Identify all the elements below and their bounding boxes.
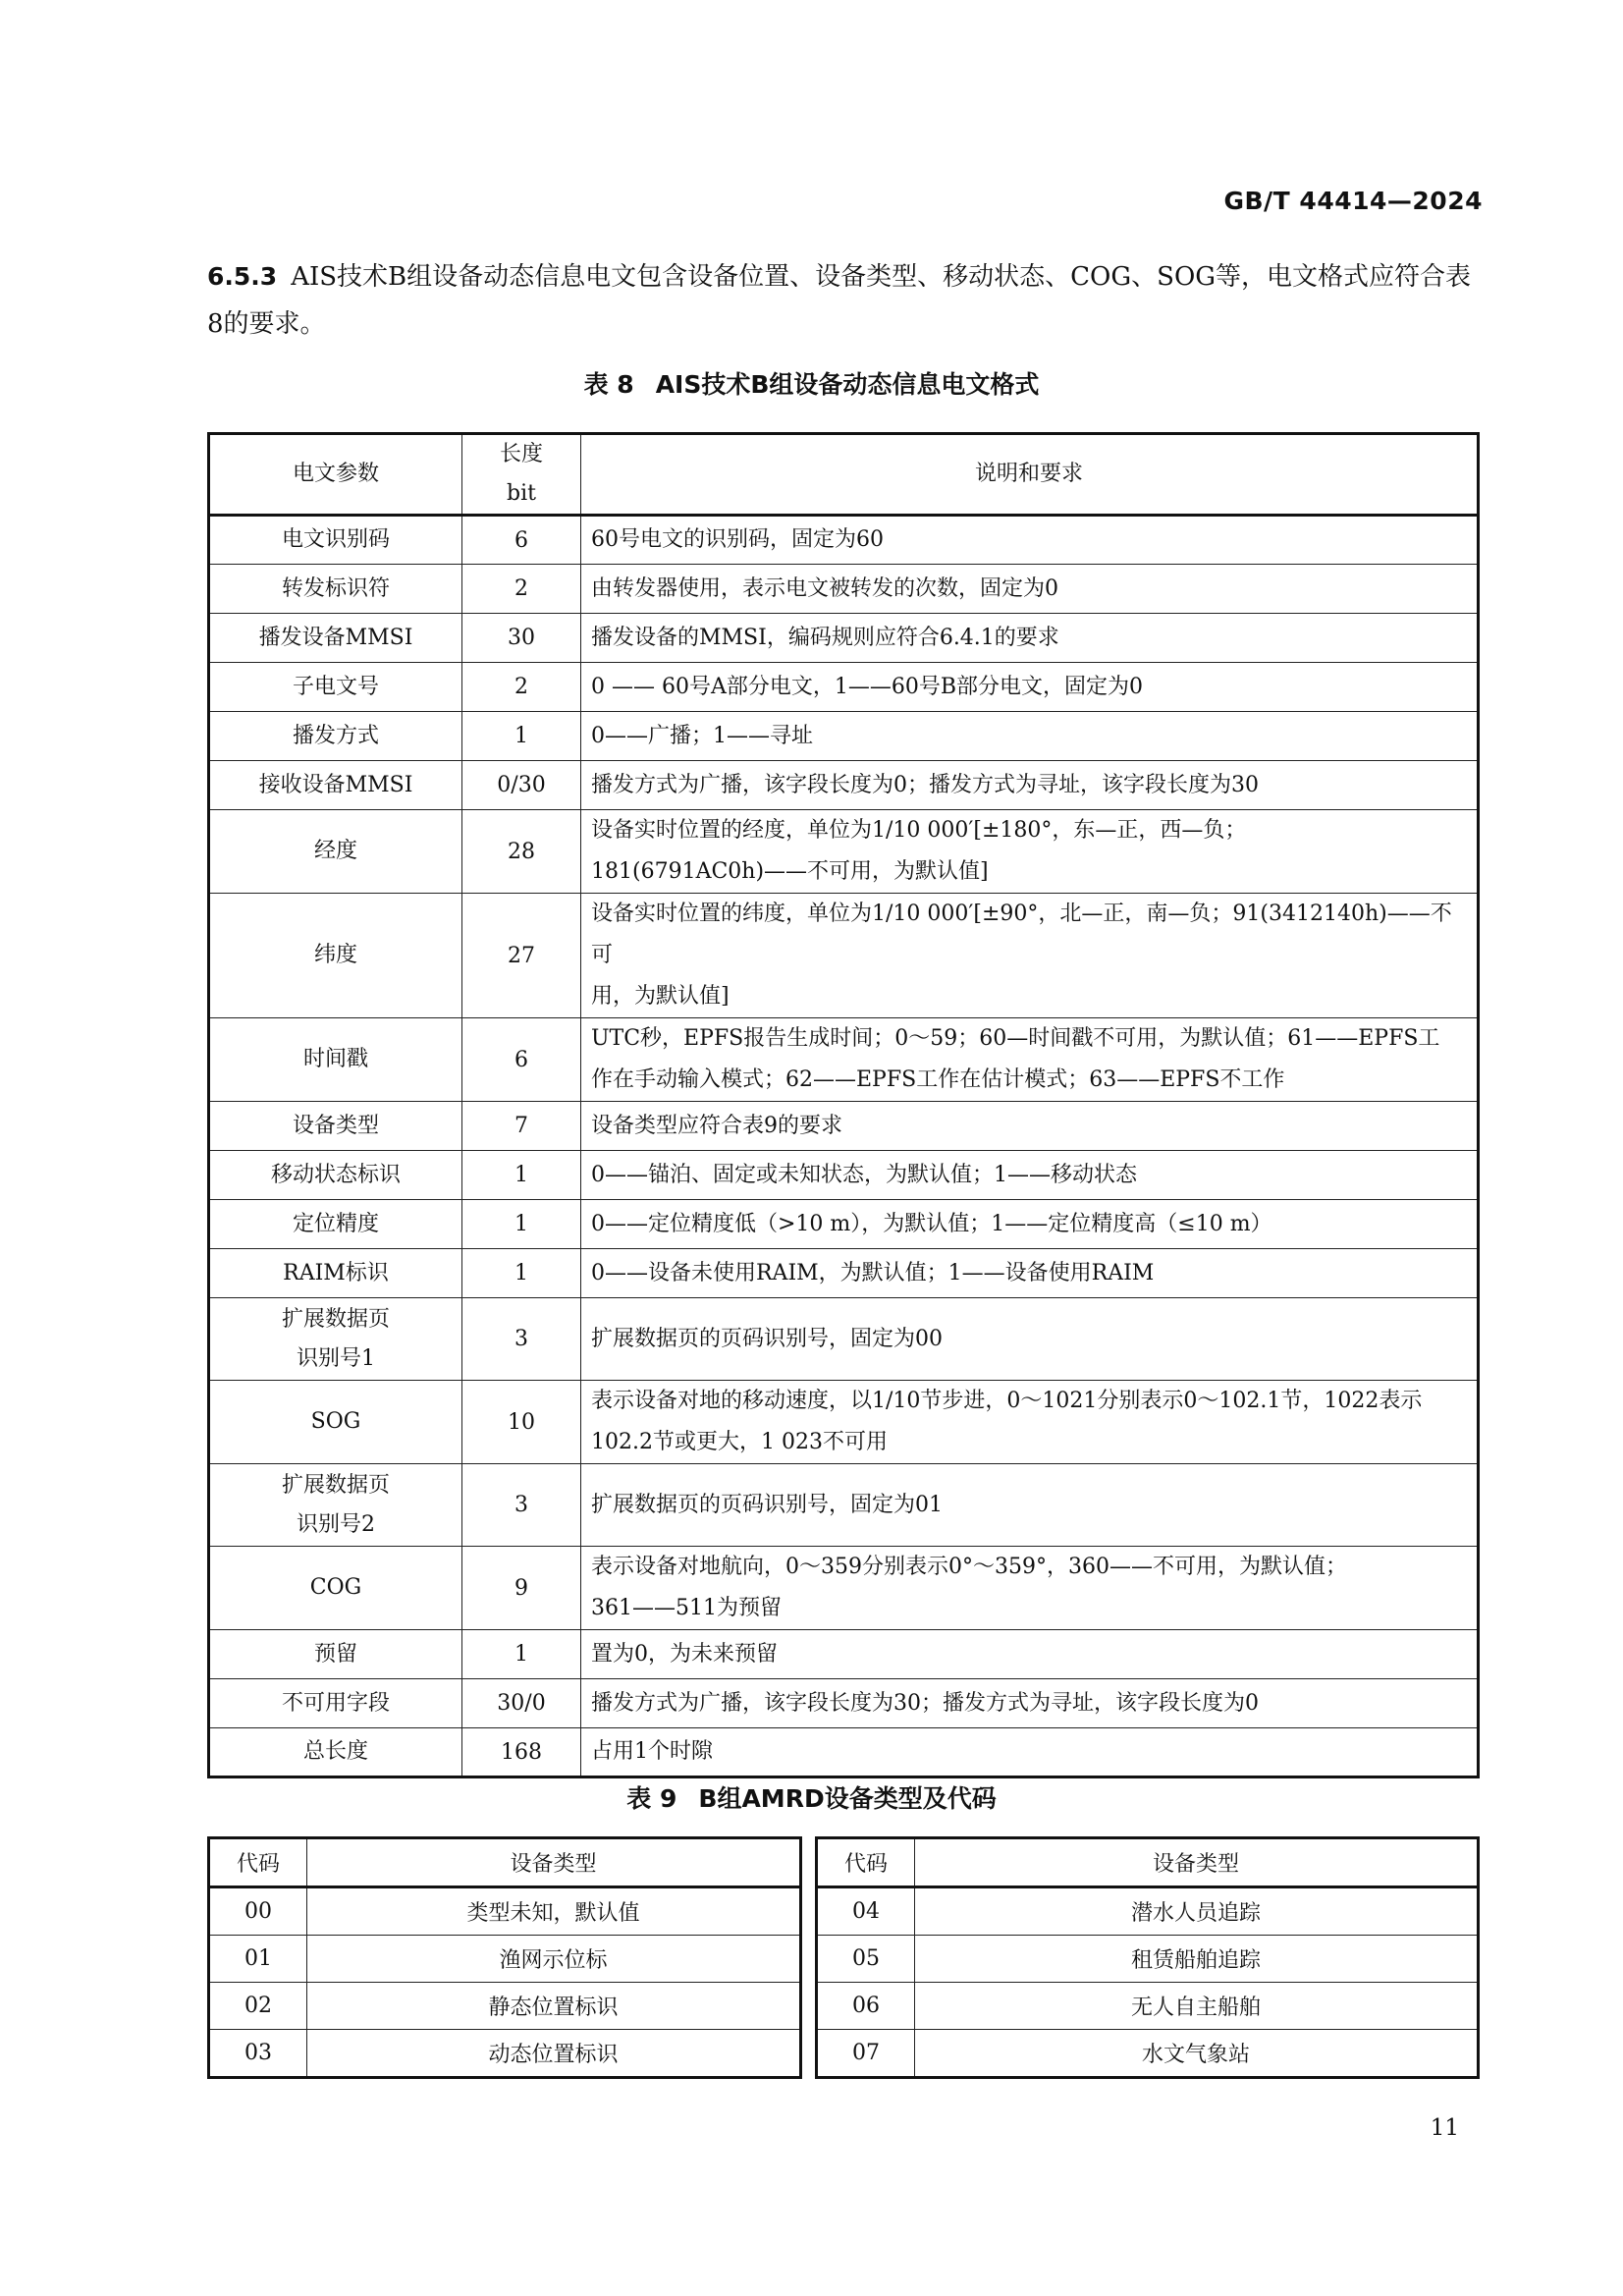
table8-cell-param: 纬度 [209,894,462,1018]
table8-number: 表 8 [583,370,634,399]
table8-cell-length: 2 [462,565,581,614]
table9-row [209,2030,801,2078]
table8-cell-length: 1 [462,1151,581,1200]
table8-cell-length: 6 [462,516,581,565]
table9-cell-type: 类型未知，默认值 [307,1887,801,1936]
table8-desc-line: 0 —— 60号A部分电文，1——60号B部分电文，固定为0 [591,674,1144,699]
table8-cell-param: 预留 [209,1630,462,1679]
table8-cell-desc [581,1018,1479,1102]
table8-cell-desc [581,1381,1479,1464]
table8-row [209,1679,1479,1728]
table9-caption [0,1779,1623,1815]
table9-cell-code: 01 [209,1936,307,1983]
table8-cell-length: 30/0 [462,1679,581,1728]
table8-cell-param: 播发方式 [209,712,462,761]
table8-cell-param: 扩展数据页 识别号2 [209,1464,462,1547]
table8-cell-desc [581,565,1479,614]
table9-cell-type: 动态位置标识 [307,2030,801,2078]
table9-right-header-code: 代码 [817,1838,915,1887]
table8-desc-line: 设备类型应符合表9的要求 [591,1113,842,1138]
table8-row [209,1630,1479,1679]
table8-cell-param: 扩展数据页 识别号1 [209,1298,462,1381]
table8-desc-line: 60号电文的识别码，固定为60 [591,527,884,552]
table8-desc-line: UTC秒，EPFS报告生成时间；0～59；60—时间戳不可用，为默认值；61——EPFS工 [591,1026,1440,1051]
table9-cell-type: 无人自主船舶 [915,1983,1479,2030]
table8-desc-line: 置为0，为未来预留 [591,1641,778,1667]
table8-row [209,1200,1479,1249]
table9-left-header-code: 代码 [209,1838,307,1887]
table8-cell-desc [581,1679,1479,1728]
table9-right [815,1836,1480,2079]
table8-desc-line: 0——广播；1——寻址 [591,723,813,748]
table8-cell-length: 1 [462,1200,581,1249]
table8-cell-param: 定位精度 [209,1200,462,1249]
table9-row [817,1936,1479,1983]
table8-row [209,565,1479,614]
standard-number: GB/T 44414—2024 [1223,187,1483,215]
table8-row [209,1547,1479,1630]
table9-title: B组AMRD设备类型及代码 [698,1784,997,1813]
table9-number: 表 9 [626,1784,677,1813]
table8-row [209,1151,1479,1200]
table8-cell-length: 168 [462,1728,581,1777]
table8-row [209,1464,1479,1547]
table8-cell-desc [581,1464,1479,1547]
table9-cell-type: 静态位置标识 [307,1983,801,2030]
table9-cell-type: 水文气象站 [915,2030,1479,2078]
table8-desc-line: 设备实时位置的经度，单位为1/10 000′[±180°，东—正，西—负； [591,818,1247,843]
table8-header-length-unit: bit [507,481,536,506]
table8-desc-line: 361——511为预留 [591,1596,782,1620]
table9-row [209,1936,801,1983]
table9-row [817,1887,1479,1936]
table9-right-body [817,1887,1479,2078]
table8-cell-param: 接收设备MMSI [209,761,462,810]
table8-cell-desc [581,1298,1479,1381]
table8-cell-length: 0/30 [462,761,581,810]
table8-cell-param: 转发标识符 [209,565,462,614]
table9-cell-code: 00 [209,1887,307,1936]
table8-header-length [462,434,581,516]
table8-desc-line: 播发设备的MMSI，编码规则应符合6.4.1的要求 [591,625,1059,650]
table9-right-header-type: 设备类型 [915,1838,1479,1887]
table8-row [209,1249,1479,1298]
table8-desc-line: 播发方式为广播，该字段长度为30；播发方式为寻址，该字段长度为0 [591,1690,1259,1716]
table8-cell-length: 3 [462,1298,581,1381]
table8-desc-line: 由转发器使用，表示电文被转发的次数，固定为0 [591,575,1058,601]
table8-cell-desc [581,1102,1479,1151]
table8-row [209,712,1479,761]
table9-cell-code: 05 [817,1936,915,1983]
table8-cell-desc [581,894,1479,1018]
table8-desc-line: 0——设备未使用RAIM，为默认值；1——设备使用RAIM [591,1260,1155,1285]
table8-row [209,1728,1479,1777]
table8 [207,432,1480,1778]
table9-cell-type: 租赁船舶追踪 [915,1936,1479,1983]
table8-cell-length: 7 [462,1102,581,1151]
table8-desc-line: 扩展数据页的页码识别号，固定为01 [591,1492,943,1517]
table8-desc-line: 表示设备对地的移动速度，以1/10节步进，0～1021分别表示0～102.1节，1022表示 [591,1389,1423,1413]
table8-row [209,614,1479,663]
table8-desc-line: 181(6791AC0h)——不可用，为默认值] [591,859,989,884]
clause-number: 6.5.3 [207,262,278,291]
table8-cell-length: 1 [462,712,581,761]
table8-cell-length: 1 [462,1630,581,1679]
table8-cell-length: 28 [462,810,581,894]
table8-header-param: 电文参数 [209,434,462,516]
table9-row [817,2030,1479,2078]
table8-cell-length: 2 [462,663,581,712]
table8-cell-desc [581,761,1479,810]
page-number: 11 [1430,2115,1459,2141]
table8-row [209,1381,1479,1464]
table9-cell-code: 07 [817,2030,915,2078]
table8-cell-param: 时间戳 [209,1018,462,1102]
table8-desc-line: 占用1个时隙 [591,1739,713,1764]
table8-desc-line: 0——锚泊、固定或未知状态，为默认值；1——移动状态 [591,1162,1137,1187]
table8-cell-desc [581,1728,1479,1777]
table8-cell-param: 播发设备MMSI [209,614,462,663]
table9-cell-code: 06 [817,1983,915,2030]
table8-cell-desc [581,712,1479,761]
table8-row [209,1298,1479,1381]
clause-text: AIS技术B组设备动态信息电文包含设备位置、设备类型、移动状态、COG、SOG等，电文格式应符合表8的要求。 [207,262,1472,339]
table9-left-body [209,1887,801,2078]
table8-cell-param: COG [209,1547,462,1630]
table8-cell-length: 9 [462,1547,581,1630]
table8-cell-desc [581,1630,1479,1679]
table8-desc-line: 用，为默认值] [591,984,730,1009]
table8-title: AIS技术B组设备动态信息电文格式 [655,370,1040,399]
table8-cell-length: 30 [462,614,581,663]
table8-cell-length: 27 [462,894,581,1018]
table8-desc-line: 表示设备对地航向，0～359分别表示0°～359°，360——不可用，为默认值； [591,1555,1347,1579]
table8-cell-length: 10 [462,1381,581,1464]
table9-cell-type: 潜水人员追踪 [915,1887,1479,1936]
table8-desc-line: 作在手动输入模式；62——EPFS工作在估计模式；63——EPFS不工作 [591,1067,1285,1092]
table8-cell-length: 1 [462,1249,581,1298]
table8-cell-param: 设备类型 [209,1102,462,1151]
table8-row [209,1018,1479,1102]
table8-row [209,1102,1479,1151]
table8-cell-param: 总长度 [209,1728,462,1777]
table8-desc-line: 播发方式为广播，该字段长度为0；播发方式为寻址，该字段长度为30 [591,772,1259,797]
table8-cell-desc [581,516,1479,565]
table8-desc-line: 设备实时位置的纬度，单位为1/10 000′[±90°，北—正，南—负；91(3412140h)——不可 [591,902,1452,967]
table8-row [209,516,1479,565]
table9-row [209,1887,801,1936]
table8-desc-line: 0——定位精度低（>10 m），为默认值；1——定位精度高（≤10 m） [591,1211,1272,1236]
table8-cell-desc [581,1249,1479,1298]
table8-cell-param: 电文识别码 [209,516,462,565]
table9-cell-code: 04 [817,1887,915,1936]
table8-row [209,894,1479,1018]
table9-row [817,1983,1479,2030]
table9-cell-code: 02 [209,1983,307,2030]
table9-cell-type: 渔网示位标 [307,1936,801,1983]
table8-cell-desc [581,1200,1479,1249]
table8-desc-line: 扩展数据页的页码识别号，固定为00 [591,1326,943,1351]
table8-row [209,761,1479,810]
table8-cell-desc [581,614,1479,663]
table9-left-header-type: 设备类型 [307,1838,801,1887]
table8-header-length-label: 长度 [499,442,543,466]
table8-cell-length: 6 [462,1018,581,1102]
table8-cell-param: 子电文号 [209,663,462,712]
table8-cell-desc [581,663,1479,712]
table8-caption [0,365,1623,401]
table8-cell-desc [581,1151,1479,1200]
table9-left [207,1836,802,2079]
table8-cell-desc [581,1547,1479,1630]
table8-body [209,516,1479,1777]
clause-paragraph [207,253,1478,348]
table8-cell-param: 经度 [209,810,462,894]
table8-cell-param: 移动状态标识 [209,1151,462,1200]
table8-cell-desc [581,810,1479,894]
table8-desc-line: 102.2节或更大，1 023不可用 [591,1430,888,1454]
table8-cell-param: RAIM标识 [209,1249,462,1298]
table8-cell-param: SOG [209,1381,462,1464]
table8-cell-param: 不可用字段 [209,1679,462,1728]
table9-cell-code: 03 [209,2030,307,2078]
table8-cell-length: 3 [462,1464,581,1547]
table8-header-desc: 说明和要求 [581,434,1479,516]
table8-row [209,663,1479,712]
table8-row [209,810,1479,894]
table9-row [209,1983,801,2030]
